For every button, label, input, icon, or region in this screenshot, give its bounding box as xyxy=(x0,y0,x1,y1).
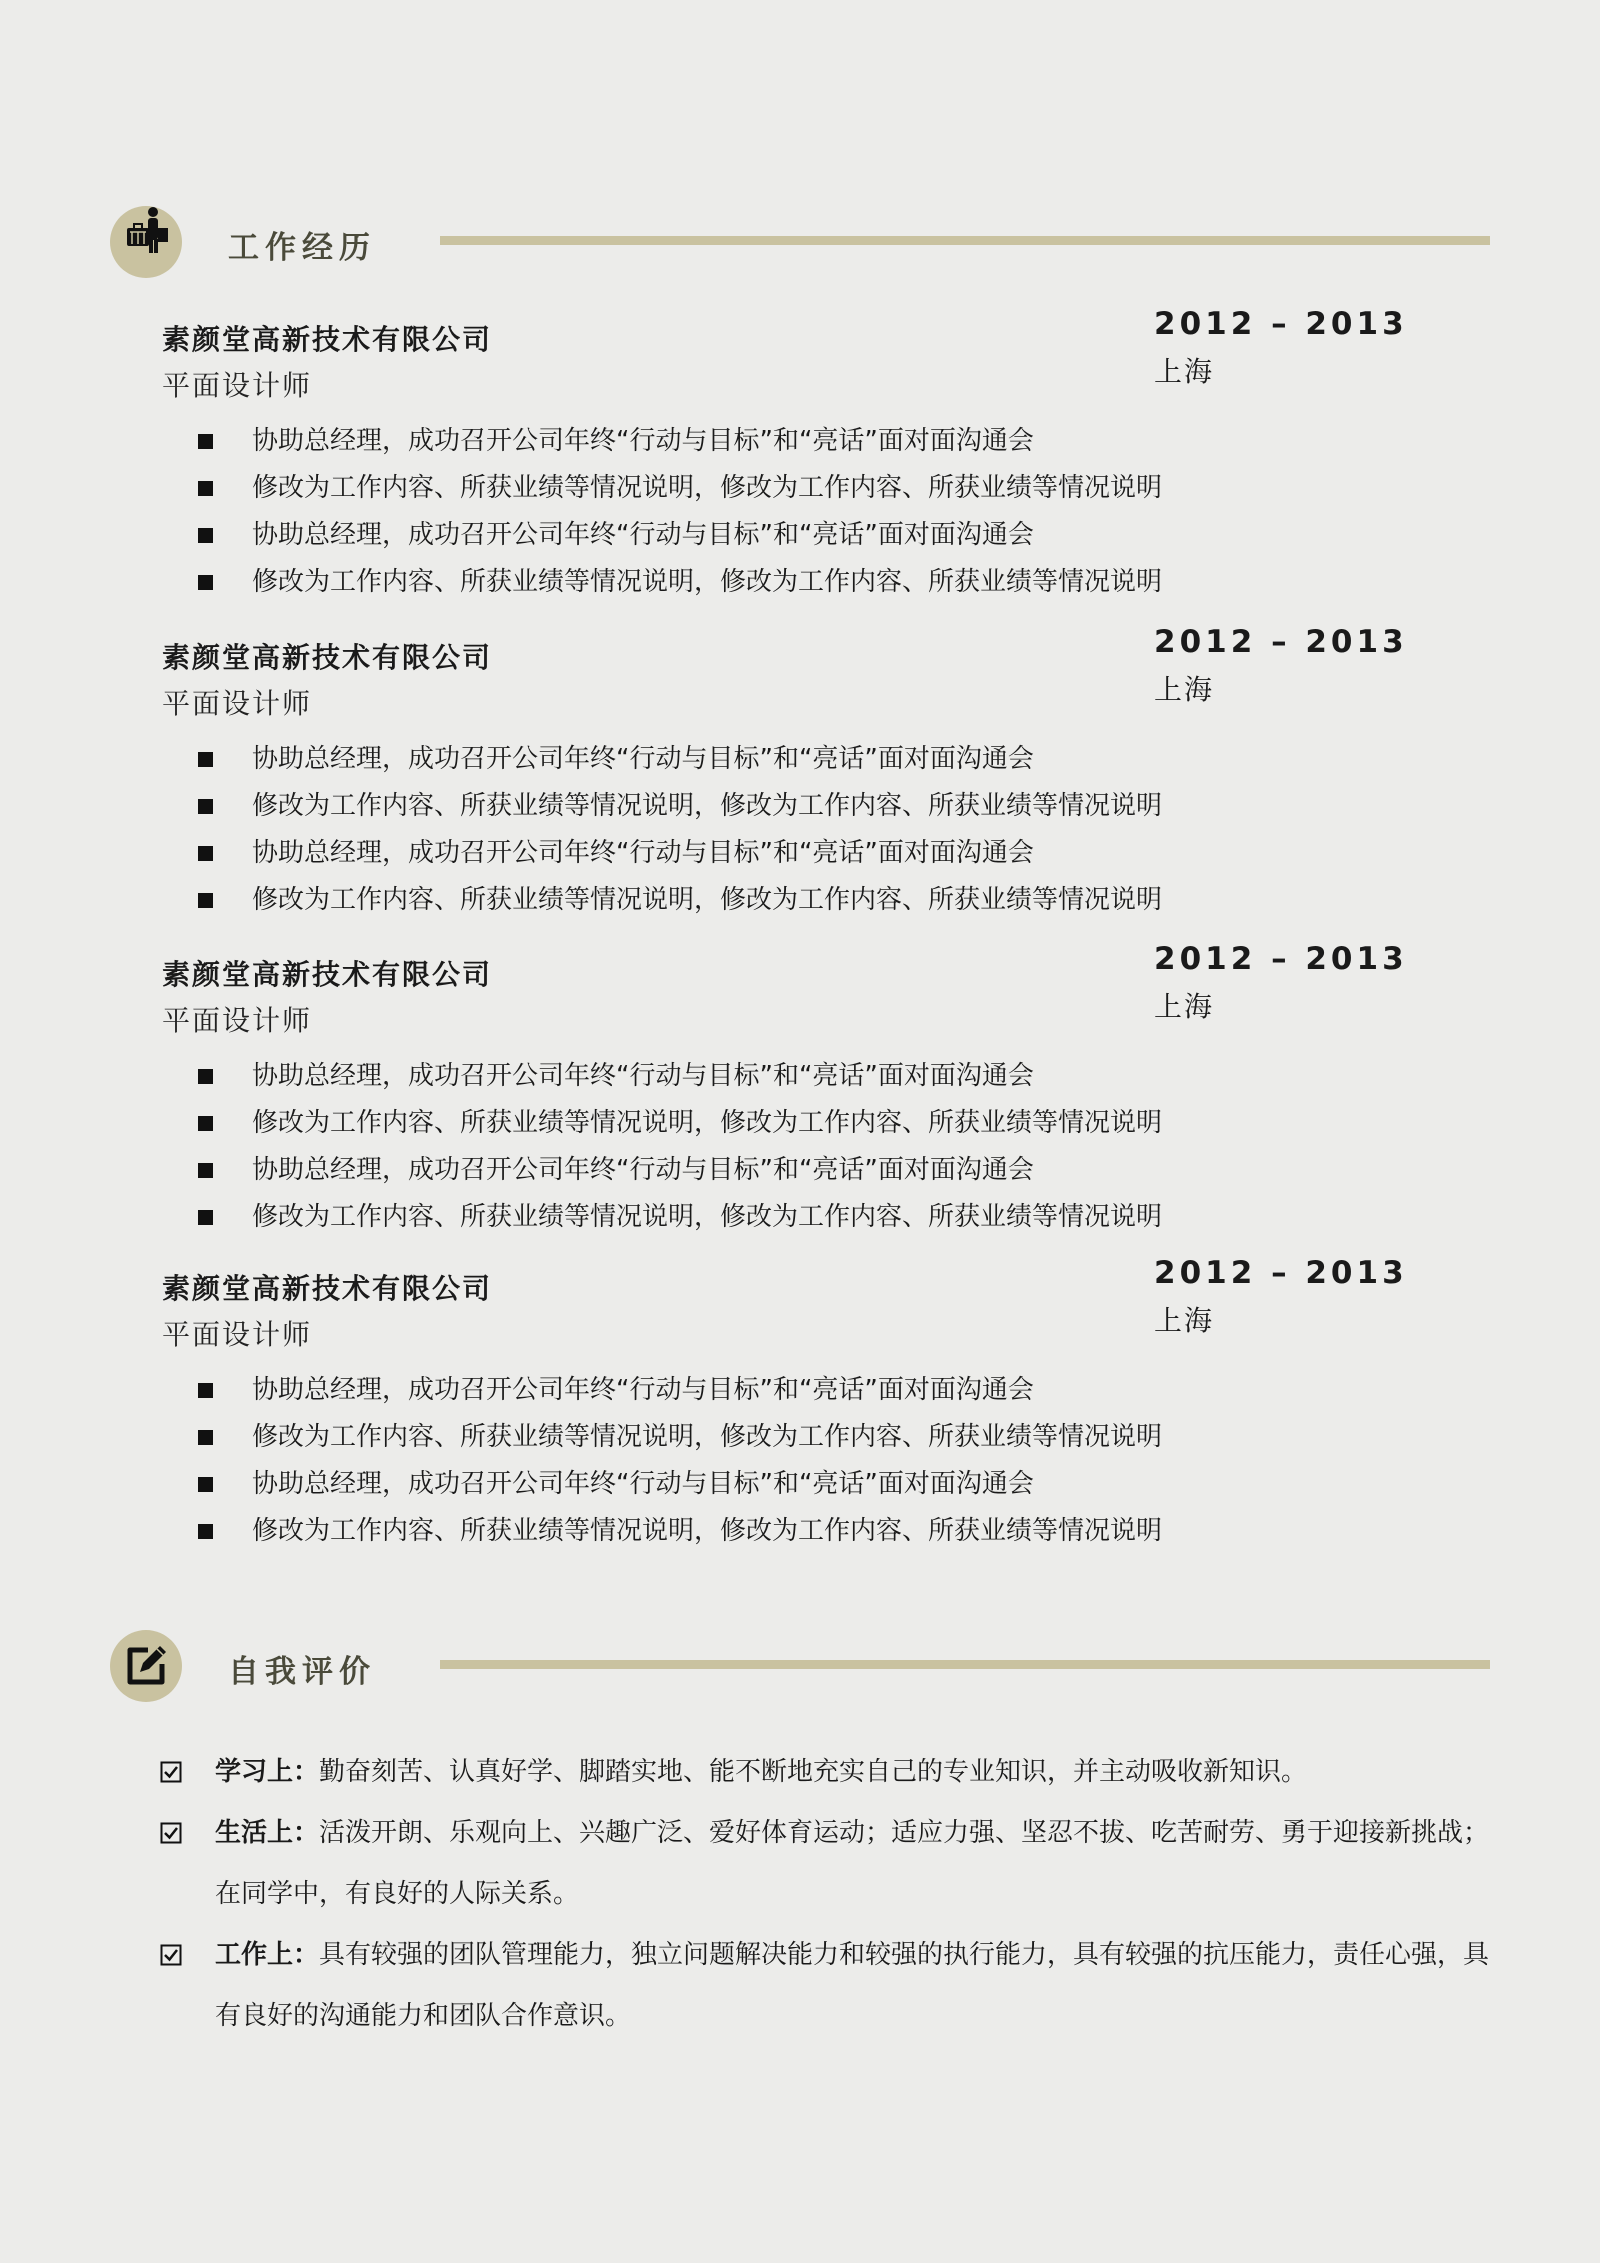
square-bullet-icon xyxy=(198,846,213,861)
list-item: 协助总经理，成功召开公司年终“行动与目标”和“亮话”面对面沟通会 xyxy=(198,512,1388,559)
job-duties xyxy=(198,736,1388,924)
list-item xyxy=(160,1925,1490,2047)
eval-label: 工作上： xyxy=(215,1940,320,1970)
job-period: 2012 – 2013 xyxy=(1154,306,1408,342)
list-item: 协助总经理，成功召开公司年终“行动与目标”和“亮话”面对面沟通会 xyxy=(198,1053,1388,1100)
square-bullet-icon xyxy=(198,1163,213,1178)
square-bullet-icon xyxy=(198,1524,213,1539)
job-duties xyxy=(198,1053,1388,1241)
square-bullet-icon xyxy=(198,1477,213,1492)
checkbox-checked-icon xyxy=(160,1944,182,1966)
eval-label: 学习上： xyxy=(215,1757,320,1787)
eval-text: 活泼开朗、乐观向上、兴趣广泛、爱好体育运动；适应力强、坚忍不拔、吃苦耐劳、勇于迎接新挑战；在同学中，有良好的人际关系。 xyxy=(215,1818,1490,1909)
job-location: 上海 xyxy=(1154,673,1215,706)
square-bullet-icon xyxy=(198,1430,213,1445)
self-eval-section-divider xyxy=(440,1660,1490,1669)
square-bullet-icon xyxy=(198,434,213,449)
company-name: 素颜堂高新技术有限公司 xyxy=(162,323,493,356)
square-bullet-icon xyxy=(198,1069,213,1084)
self-eval-section-header xyxy=(110,1630,1490,1706)
job-role: 平面设计师 xyxy=(162,1004,313,1037)
list-item: 修改为工作内容、所获业绩等情况说明，修改为工作内容、所获业绩等情况说明 xyxy=(198,783,1388,830)
square-bullet-icon xyxy=(198,1116,213,1131)
list-item: 修改为工作内容、所获业绩等情况说明，修改为工作内容、所获业绩等情况说明 xyxy=(198,1508,1388,1555)
list-item: 修改为工作内容、所获业绩等情况说明，修改为工作内容、所获业绩等情况说明 xyxy=(198,877,1388,924)
square-bullet-icon xyxy=(198,1210,213,1225)
job-period: 2012 – 2013 xyxy=(1154,1255,1408,1291)
square-bullet-icon xyxy=(198,575,213,590)
list-item: 协助总经理，成功召开公司年终“行动与目标”和“亮话”面对面沟通会 xyxy=(198,1461,1388,1508)
job-role: 平面设计师 xyxy=(162,369,313,402)
list-item: 协助总经理，成功召开公司年终“行动与目标”和“亮话”面对面沟通会 xyxy=(198,418,1388,465)
eval-text: 勤奋刻苦、认真好学、脚踏实地、能不断地充实自己的专业知识，并主动吸收新知识。 xyxy=(319,1757,1308,1787)
job-entry xyxy=(162,1255,1408,1567)
job-entry xyxy=(162,306,1408,618)
eval-label: 生活上： xyxy=(215,1818,320,1848)
job-location: 上海 xyxy=(1154,355,1215,388)
company-name: 素颜堂高新技术有限公司 xyxy=(162,1272,493,1305)
self-eval-list xyxy=(160,1742,1490,2047)
job-entry xyxy=(162,624,1408,936)
job-location: 上海 xyxy=(1154,990,1215,1023)
square-bullet-icon xyxy=(198,528,213,543)
list-item: 协助总经理，成功召开公司年终“行动与目标”和“亮话”面对面沟通会 xyxy=(198,1147,1388,1194)
company-name: 素颜堂高新技术有限公司 xyxy=(162,641,493,674)
job-period: 2012 – 2013 xyxy=(1154,941,1408,977)
company-name: 素颜堂高新技术有限公司 xyxy=(162,958,493,991)
edit-pen-icon xyxy=(110,1630,182,1702)
square-bullet-icon xyxy=(198,752,213,767)
list-item: 修改为工作内容、所获业绩等情况说明，修改为工作内容、所获业绩等情况说明 xyxy=(198,1414,1388,1461)
list-item: 修改为工作内容、所获业绩等情况说明，修改为工作内容、所获业绩等情况说明 xyxy=(198,1194,1388,1241)
list-item xyxy=(160,1803,1490,1925)
job-duties xyxy=(198,418,1388,606)
businessman-briefcase-icon xyxy=(110,206,182,278)
list-item: 协助总经理，成功召开公司年终“行动与目标”和“亮话”面对面沟通会 xyxy=(198,1367,1388,1414)
list-item: 协助总经理，成功召开公司年终“行动与目标”和“亮话”面对面沟通会 xyxy=(198,830,1388,877)
work-section-title: 工作经历 xyxy=(228,230,376,266)
job-location: 上海 xyxy=(1154,1304,1215,1337)
job-role: 平面设计师 xyxy=(162,1318,313,1351)
checkbox-checked-icon xyxy=(160,1761,182,1783)
job-duties xyxy=(198,1367,1388,1555)
square-bullet-icon xyxy=(198,893,213,908)
work-section-header xyxy=(110,206,1490,282)
job-entry xyxy=(162,941,1408,1253)
list-item: 修改为工作内容、所获业绩等情况说明，修改为工作内容、所获业绩等情况说明 xyxy=(198,1100,1388,1147)
list-item: 协助总经理，成功召开公司年终“行动与目标”和“亮话”面对面沟通会 xyxy=(198,736,1388,783)
list-item: 修改为工作内容、所获业绩等情况说明，修改为工作内容、所获业绩等情况说明 xyxy=(198,559,1388,606)
work-section-divider xyxy=(440,236,1490,245)
eval-text: 具有较强的团队管理能力，独立问题解决能力和较强的执行能力，具有较强的抗压能力，责任心强，具有良好的沟通能力和团队合作意识。 xyxy=(215,1940,1490,2031)
square-bullet-icon xyxy=(198,481,213,496)
list-item: 修改为工作内容、所获业绩等情况说明，修改为工作内容、所获业绩等情况说明 xyxy=(198,465,1388,512)
job-role: 平面设计师 xyxy=(162,687,313,720)
square-bullet-icon xyxy=(198,799,213,814)
job-period: 2012 – 2013 xyxy=(1154,624,1408,660)
checkbox-checked-icon xyxy=(160,1822,182,1844)
self-eval-section-title: 自我评价 xyxy=(228,1654,376,1690)
list-item xyxy=(160,1742,1490,1803)
square-bullet-icon xyxy=(198,1383,213,1398)
